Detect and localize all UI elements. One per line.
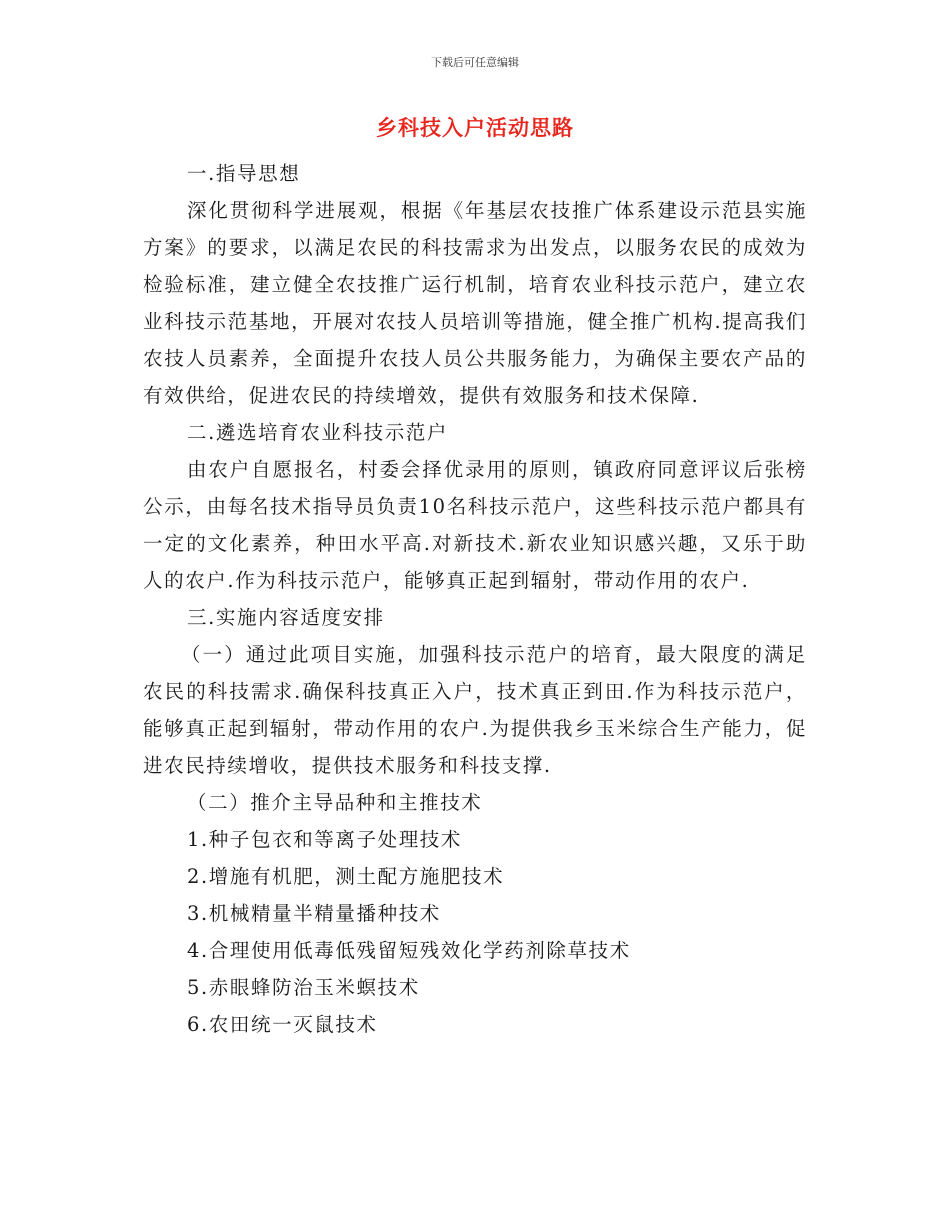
tech-list-item: 2.增施有机肥，测土配方施肥技术 (187, 865, 505, 888)
tech-list-item: 3.机械精量半精量播种技术 (187, 902, 441, 925)
paragraph-implementation-sub1: （一）通过此项目实施，加强科技示范户的培育，最大限度的满足农民的科技需求.确保科技真正入户，技术真正到田.作为科技示范户，能够真正起到辐射，带动作用的农户.为提供我乡玉米综合生产能力，促进农民持续增收，提供技术服务和科技支撑. (143, 643, 807, 777)
section-heading-implementation: 三.实施内容适度安排 (187, 606, 385, 629)
document-title: 乡科技入户活动思路 (376, 116, 574, 140)
tech-list-item: 6.农田统一灭鼠技术 (187, 1013, 378, 1036)
tech-list-item: 1.种子包衣和等离子处理技术 (187, 828, 463, 851)
document-body (143, 155, 807, 1043)
page-header-note: 下载后可任意编辑 (431, 56, 519, 69)
section-heading-guiding-ideology: 一.指导思想 (187, 162, 301, 185)
subheading-implementation-sub2: （二）推介主导品种和主推技术 (187, 791, 483, 814)
tech-list-item: 4.合理使用低毒低残留短残效化学药剂除草技术 (187, 939, 631, 962)
paragraph-guiding-ideology: 深化贯彻科学进展观，根据《年基层农技推广体系建设示范县实施方案》的要求，以满足农民的科技需求为出发点，以服务农民的成效为检验标准，建立健全农技推广运行机制，培育农业科技示范户，建立农业科技示范基地，开展对农技人员培训等措施，健全推广机构.提高我们农技人员素养，全面提升农技人员公共服务能力，为确保主要农产品的有效供给，促进农民的持续增效，提供有效服务和技术保障. (143, 199, 807, 407)
section-heading-select-demo-households: 二.遴选培育农业科技示范户 (187, 421, 448, 444)
paragraph-select-demo-households: 由农户自愿报名，村委会择优录用的原则，镇政府同意评议后张榜公示，由每名技术指导员负责10名科技示范户，这些科技示范户都具有一定的文化素养，种田水平高.对新技术.新农业知识感兴趣，又乐于助人的农户.作为科技示范户，能够真正起到辐射，带动作用的农户. (143, 458, 807, 592)
tech-list-item: 5.赤眼蜂防治玉米螟技术 (187, 976, 420, 999)
